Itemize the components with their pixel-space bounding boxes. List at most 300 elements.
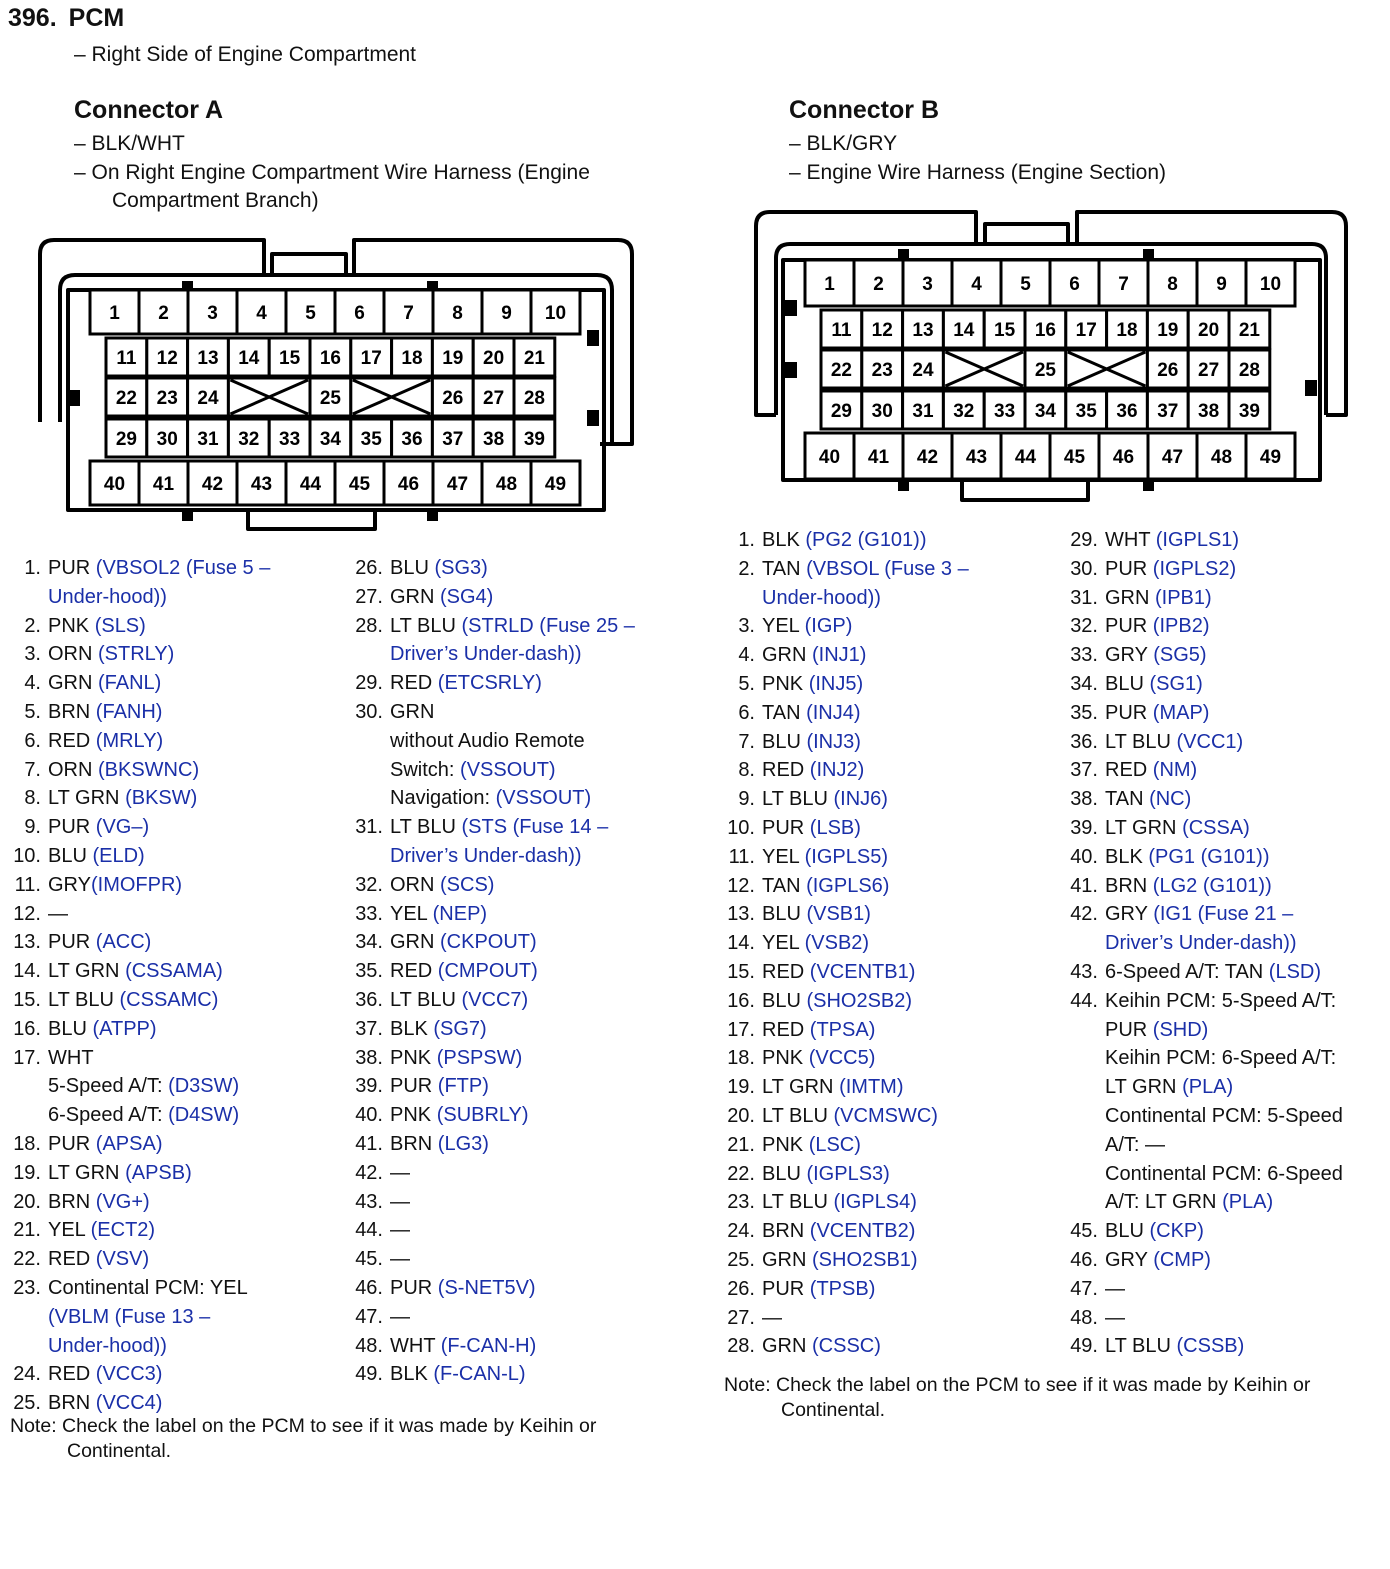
signal-name: (VSV)	[95, 1248, 150, 1271]
signal-name: (INJ3)	[806, 730, 861, 753]
connector-a-cavity-48	[482, 461, 531, 505]
pin-number: 26.	[355, 557, 383, 579]
connector-b-cavity-4	[952, 260, 1001, 306]
connector-b-cavity-21	[1229, 310, 1270, 348]
wire-color: —	[48, 902, 68, 925]
pin-description-line	[762, 1332, 969, 1361]
wire-color: RED	[762, 960, 810, 983]
pin-description-line	[48, 813, 270, 842]
pin-number: 28.	[355, 614, 383, 637]
connector-b-cavity-18	[1107, 310, 1148, 348]
pin-number: 31.	[1070, 586, 1098, 609]
wire-color: PUR	[762, 816, 810, 839]
signal-name: (PG1 (G101))	[1148, 845, 1270, 868]
pin-description-line	[390, 986, 635, 1015]
connector-a-cavity-13	[188, 338, 229, 376]
pin-number: 24.	[13, 1363, 41, 1386]
cavity-number: 38	[483, 429, 505, 450]
wire-color: 6-Speed A/T:	[48, 1104, 169, 1127]
signal-name: Driver’s Under-dash))	[390, 643, 582, 666]
cavity-number: 9	[1216, 274, 1227, 295]
signal-name: (SHO2SB1)	[812, 1248, 918, 1271]
signal-name: (VBSOL (Fuse 3 –	[806, 557, 969, 580]
signal-name: (PSPSW)	[436, 1046, 523, 1069]
connector-a-pin-30	[352, 698, 635, 813]
cavity-number: 34	[319, 429, 341, 450]
pin-number: 49.	[1070, 1335, 1098, 1358]
pin-description-line	[48, 640, 270, 669]
signal-name: (SG4)	[440, 585, 494, 608]
connector-b-pin-47	[1067, 1275, 1343, 1304]
pin-number: 30.	[1070, 557, 1098, 580]
connector-a-pin-19	[10, 1159, 270, 1188]
cavity-number: 48	[1210, 447, 1233, 468]
connector-b-cavity-15	[984, 310, 1025, 348]
wire-color: BLU	[762, 989, 807, 1012]
pin-number: 14.	[727, 932, 755, 955]
connector-b-pin-49	[1067, 1332, 1343, 1361]
wire-color: LT GRN	[762, 1076, 840, 1099]
connector-a-pin-13	[10, 928, 270, 957]
connector-a-pin-11	[10, 871, 270, 900]
connector-a-pin-26	[352, 554, 635, 583]
wire-color: YEL	[762, 845, 805, 868]
connector-a-cavity-28	[514, 378, 555, 416]
connector-b-color: – BLK/GRY	[789, 132, 898, 155]
pin-number: 41.	[355, 1132, 383, 1155]
connector-b-cavity-33	[984, 391, 1025, 429]
cavity-number: 4	[971, 274, 982, 295]
signal-name: (MRLY)	[95, 729, 164, 752]
cavity-number: 34	[1034, 401, 1056, 422]
wire-color: LT GRN	[1105, 1076, 1183, 1099]
pin-number: 8.	[24, 787, 41, 810]
wire-color: 5-Speed A/T:	[48, 1075, 169, 1098]
connector-b-key	[962, 480, 1088, 500]
wire-color: PNK	[390, 1046, 437, 1069]
signal-name: (VSB1)	[806, 903, 871, 926]
signal-name: (ETCSRLY)	[437, 672, 542, 695]
connector-a-pin-3	[10, 640, 270, 669]
connector-a-cavity-18	[392, 338, 433, 376]
pin-description-line	[1105, 987, 1343, 1016]
connector-b-pin-14	[724, 929, 969, 958]
connector-b-pin-48	[1067, 1304, 1343, 1333]
pin-number: 2.	[24, 614, 41, 637]
pin-description-line	[1105, 1275, 1343, 1304]
connector-a-pin-31	[352, 813, 635, 871]
cavity-number: 23	[871, 360, 893, 381]
pin-description-line	[390, 1072, 635, 1101]
connector-a-pin-8	[10, 784, 270, 813]
connector-a-cavity-7	[384, 290, 433, 334]
pin-description-line	[1105, 1304, 1343, 1333]
pin-number: 31.	[355, 816, 383, 839]
pin-number: 6.	[24, 729, 41, 752]
cavity-number: 44	[1014, 447, 1037, 468]
wire-color: BLU	[48, 1017, 93, 1040]
pin-number: 22.	[727, 1162, 755, 1185]
pin-description-line	[390, 1044, 635, 1073]
pin-description-line	[48, 957, 270, 986]
cavity-number: 8	[452, 303, 463, 324]
pin-description-line	[762, 814, 969, 843]
signal-name: (TPSB)	[809, 1277, 876, 1300]
connector-a-pin-17	[10, 1044, 270, 1130]
connector-a-pin-35	[352, 957, 635, 986]
pin-description-line	[48, 928, 270, 957]
pin-number: 1.	[738, 529, 755, 551]
pin-number: 19.	[727, 1076, 755, 1099]
pin-number: 3.	[24, 643, 41, 666]
cavity-number: 36	[401, 429, 423, 450]
cavity-number: 3	[922, 274, 933, 295]
connector-b-cavity-29	[821, 391, 862, 429]
wire-color: GRN	[762, 644, 812, 667]
pin-number: 13.	[727, 903, 755, 926]
signal-name: (VCENTB2)	[809, 1220, 916, 1243]
wire-color: BRN	[48, 1392, 96, 1415]
wire-color: ORN	[48, 758, 98, 781]
signal-name: (IGPLS5)	[804, 845, 888, 868]
signal-name: (IPB2)	[1152, 615, 1210, 638]
connector-b-pin-7	[724, 728, 969, 757]
connector-b-note	[724, 1373, 1310, 1423]
pin-number: 21.	[13, 1219, 41, 1242]
pin-description-line	[390, 813, 635, 842]
pin-description-line	[390, 1332, 635, 1361]
connector-b-pin-5	[724, 670, 969, 699]
connector-a-pin-9	[10, 813, 270, 842]
wire-color: YEL	[762, 932, 805, 955]
connector-b-cavity-9	[1197, 260, 1246, 306]
connector-a-pin-46	[352, 1274, 635, 1303]
signal-name: (VBSOL2 (Fuse 5 –	[95, 557, 271, 579]
connector-b-cavity-5	[1001, 260, 1050, 306]
pin-number: 35.	[355, 960, 383, 983]
connector-b-pin-12	[724, 872, 969, 901]
cavity-number: 37	[442, 429, 464, 450]
pin-number: 41.	[1070, 874, 1098, 897]
connector-a-cavity-3	[188, 290, 237, 334]
pin-description-line	[762, 526, 969, 555]
connector-b-pin-16	[724, 987, 969, 1016]
pin-number: 32.	[355, 873, 383, 896]
cavity-number: 45	[1063, 447, 1086, 468]
connector-a-pin-38	[352, 1044, 635, 1073]
connector-b-latch	[985, 224, 1068, 244]
cavity-number: 13	[197, 348, 219, 369]
cavity-number: 17	[1075, 320, 1097, 341]
wire-color: Keihin PCM: 5-Speed A/T:	[1105, 989, 1337, 1012]
pin-number: 48.	[1070, 1306, 1098, 1329]
connector-a-pin-1	[10, 554, 270, 612]
pin-number: 13.	[13, 931, 41, 954]
cavity-number: 27	[1198, 360, 1220, 381]
connector-a-cavity-14	[228, 338, 269, 376]
signal-name: (INJ2)	[809, 759, 865, 782]
pin-number: 25.	[727, 1248, 755, 1271]
connector-b-diagram	[700, 0, 1390, 540]
wire-color: BRN	[390, 1132, 438, 1155]
wire-color: RED	[48, 729, 96, 752]
wire-color: LT BLU	[48, 988, 120, 1011]
cavity-number: 39	[523, 429, 545, 450]
cavity-number: 6	[1069, 274, 1080, 295]
signal-name: (D4SW)	[168, 1104, 240, 1127]
cavity-number: 40	[818, 447, 841, 468]
connector-a-cavity-34	[310, 419, 351, 457]
pin-description-line	[1105, 756, 1343, 785]
wire-color: —	[390, 1190, 410, 1213]
signal-name: (PG2 (G101))	[805, 529, 927, 551]
connector-b-pin-29	[1067, 526, 1343, 555]
cavity-number: 13	[912, 320, 934, 341]
pin-number: 12.	[13, 902, 41, 925]
signal-name: (VSB2)	[804, 932, 870, 955]
connector-a-pin-22	[10, 1245, 270, 1274]
signal-name: (LSB)	[809, 816, 861, 839]
pin-description-line	[1105, 1188, 1343, 1217]
wire-color: LT GRN	[48, 787, 126, 810]
connector-a-cavity-19	[432, 338, 473, 376]
cavity-number: 26	[1157, 360, 1179, 381]
connector-b-cavity-37	[1147, 391, 1188, 429]
pin-description-line	[1105, 843, 1343, 872]
pin-number: 15.	[13, 988, 41, 1011]
connector-a-pin-32	[352, 871, 635, 900]
cavity-number: 23	[156, 388, 178, 409]
wire-color: —	[390, 1161, 410, 1184]
wire-color: PNK	[762, 1047, 809, 1070]
signal-name: (TPSA)	[809, 1018, 876, 1041]
wire-color: RED	[1105, 759, 1153, 782]
pin-description-line	[390, 1303, 635, 1332]
connector-a-cavity-43	[237, 461, 286, 505]
signal-name: (ATPP)	[92, 1017, 157, 1040]
cavity-number: 12	[871, 320, 893, 341]
connector-b-harness: – Engine Wire Harness (Engine Section)	[789, 161, 1167, 184]
cavity-number: 28	[1238, 360, 1260, 381]
connector-b-pin-25	[724, 1246, 969, 1275]
pin-number: 43.	[355, 1190, 383, 1213]
pin-description-line	[48, 1072, 270, 1101]
connector-b-pin-31	[1067, 584, 1343, 613]
pin-description-line	[762, 1246, 969, 1275]
pin-description-line	[1105, 1102, 1343, 1131]
connector-b-pin-20	[724, 1102, 969, 1131]
pin-description-line	[390, 669, 635, 698]
wire-color: PNK	[762, 672, 809, 695]
signal-name: (INJ4)	[806, 701, 861, 724]
wire-color: GRY	[1105, 1248, 1154, 1271]
cavity-number: 47	[446, 474, 469, 495]
pin-number: 35.	[1070, 701, 1098, 724]
pin-number: 23.	[727, 1191, 755, 1214]
cavity-number: 38	[1198, 401, 1220, 422]
connector-a-pin-list-left	[10, 554, 270, 1418]
connector-b-pin-13	[724, 900, 969, 929]
connector-b-cavity-46	[1099, 433, 1148, 479]
pin-description-line	[390, 698, 635, 727]
pin-number: 29.	[1070, 529, 1098, 551]
cavity-number: 39	[1238, 401, 1260, 422]
wire-color: WHT	[390, 1334, 441, 1357]
pin-description-line	[48, 1303, 270, 1332]
pin-description-line	[48, 871, 270, 900]
connector-b-pin-37	[1067, 756, 1343, 785]
connector-b-pin-2	[724, 555, 969, 613]
pin-description-line	[1105, 814, 1343, 843]
pin-description-line	[390, 842, 635, 871]
connector-a-cavity-41	[139, 461, 188, 505]
wire-color: GRY	[1105, 644, 1154, 667]
signal-name: (IGPLS3)	[806, 1162, 890, 1185]
connector-b-pin-grid	[805, 260, 1295, 479]
signal-name: (VBLM (Fuse 13 –	[48, 1305, 211, 1328]
pin-number: 27.	[355, 585, 383, 608]
pin-description-line	[1105, 1016, 1343, 1045]
pin-number: 33.	[1070, 644, 1098, 667]
connector-a-cavity-27	[473, 378, 514, 416]
connector-a-cavity-23	[147, 378, 188, 416]
pin-number: 3.	[738, 615, 755, 638]
page-number: 396.	[8, 4, 57, 32]
pin-description-line	[1105, 526, 1343, 555]
connector-b-cavity-26	[1147, 350, 1188, 388]
pin-number: 18.	[727, 1047, 755, 1070]
pin-description-line	[48, 900, 270, 929]
wire-color: BLU	[762, 730, 807, 753]
connector-b-cavity-16	[1025, 310, 1066, 348]
pin-description-line	[1105, 699, 1343, 728]
pin-description-line	[390, 1360, 635, 1389]
connector-b-cavity-6	[1050, 260, 1099, 306]
pin-description-line	[762, 843, 969, 872]
connector-a-cavity-33	[269, 419, 310, 457]
pin-number: 6.	[738, 701, 755, 724]
pin-number: 22.	[13, 1248, 41, 1271]
connector-b-cavity-32	[943, 391, 984, 429]
connector-a-cavity-10	[531, 290, 580, 334]
signal-name: (APSA)	[95, 1132, 163, 1155]
cavity-number: 35	[1075, 401, 1097, 422]
cavity-number: 19	[442, 348, 464, 369]
wire-color: PUR	[1105, 557, 1153, 580]
cavity-number: 8	[1167, 274, 1178, 295]
signal-name: Under-hood))	[762, 586, 881, 609]
connector-a-pin-48	[352, 1332, 635, 1361]
wire-color: BLU	[762, 903, 807, 926]
connector-a-pin-40	[352, 1101, 635, 1130]
pin-description-line	[1105, 1160, 1343, 1189]
cavity-number: 7	[403, 303, 414, 324]
cavity-number: 48	[495, 474, 518, 495]
cavity-number: 4	[256, 303, 267, 324]
pin-description-line	[762, 641, 969, 670]
pin-number: 9.	[24, 816, 41, 839]
wire-color: —	[390, 1305, 410, 1328]
connector-a-cavity-20	[473, 338, 514, 376]
cavity-number: 7	[1118, 274, 1129, 295]
connector-b-pin-23	[724, 1188, 969, 1217]
connector-b-cavity-23	[862, 350, 903, 388]
connector-a-cavity-12	[147, 338, 188, 376]
connector-a-cavity-49	[531, 461, 580, 505]
pin-number: 25.	[13, 1392, 41, 1415]
connector-b-pin-24	[724, 1217, 969, 1246]
connector-a-cavity-5	[286, 290, 335, 334]
connector-b-blank-cavity	[943, 350, 1025, 388]
signal-name: (CMP)	[1153, 1248, 1211, 1271]
connector-b-cavity-34	[1025, 391, 1066, 429]
pin-description-line	[762, 1102, 969, 1131]
signal-name: (SG1)	[1149, 672, 1203, 695]
wire-color: BRN	[762, 1220, 810, 1243]
connector-b-pin-8	[724, 756, 969, 785]
wire-color: PUR	[390, 1075, 438, 1098]
signal-name: (IMOFPR)	[90, 873, 183, 896]
wire-color: LT BLU	[390, 988, 462, 1011]
cavity-number: 11	[831, 320, 852, 341]
connector-b-pin-38	[1067, 785, 1343, 814]
connector-a-pin-2	[10, 612, 270, 641]
cavity-number: 18	[1116, 320, 1138, 341]
cavity-number: 12	[156, 348, 178, 369]
component-name: PCM	[68, 4, 125, 32]
signal-name: (IGPLS2)	[1152, 557, 1237, 580]
pin-description-line	[48, 756, 270, 785]
wire-color: RED	[390, 960, 438, 983]
pin-description-line	[762, 1044, 969, 1073]
wire-color: Keihin PCM: 6-Speed A/T:	[1105, 1047, 1337, 1070]
pin-description-line	[1105, 958, 1343, 987]
connector-a-cavity-45	[335, 461, 384, 505]
wire-color: YEL	[762, 615, 805, 638]
pin-description-line	[1105, 555, 1343, 584]
cavity-number: 20	[483, 348, 505, 369]
cavity-number: 1	[109, 303, 120, 324]
pin-number: 4.	[24, 672, 41, 695]
pin-description-line	[48, 1360, 270, 1389]
signal-name: (INJ6)	[833, 788, 888, 811]
signal-name: (STS (Fuse 14 –	[461, 816, 609, 839]
pin-number: 11.	[14, 873, 41, 896]
connector-a-cavity-39	[514, 419, 555, 457]
signal-name: (VCC3)	[95, 1363, 163, 1386]
pin-description-line	[762, 958, 969, 987]
cavity-number: 35	[360, 429, 382, 450]
connector-b-pin-30	[1067, 555, 1343, 584]
connector-a-cavity-46	[384, 461, 433, 505]
wire-color: BLK	[762, 529, 806, 551]
connector-a-harness-cont: Compartment Branch)	[112, 189, 319, 212]
signal-name: (VCC4)	[95, 1392, 163, 1415]
pin-description-line	[1105, 728, 1343, 757]
pin-description-line	[1105, 929, 1343, 958]
pin-number: 33.	[355, 902, 383, 925]
pin-number: 19.	[13, 1161, 41, 1184]
connector-b-pin-21	[724, 1131, 969, 1160]
connector-a-cavity-44	[286, 461, 335, 505]
signal-name: (IGP)	[804, 615, 853, 638]
pin-description-line	[762, 872, 969, 901]
pin-number: 10.	[727, 816, 755, 839]
wire-color: GRN	[1105, 586, 1155, 609]
wire-color: PNK	[762, 1133, 809, 1156]
signal-name: (FANL)	[98, 672, 162, 695]
cavity-number: 41	[867, 447, 890, 468]
